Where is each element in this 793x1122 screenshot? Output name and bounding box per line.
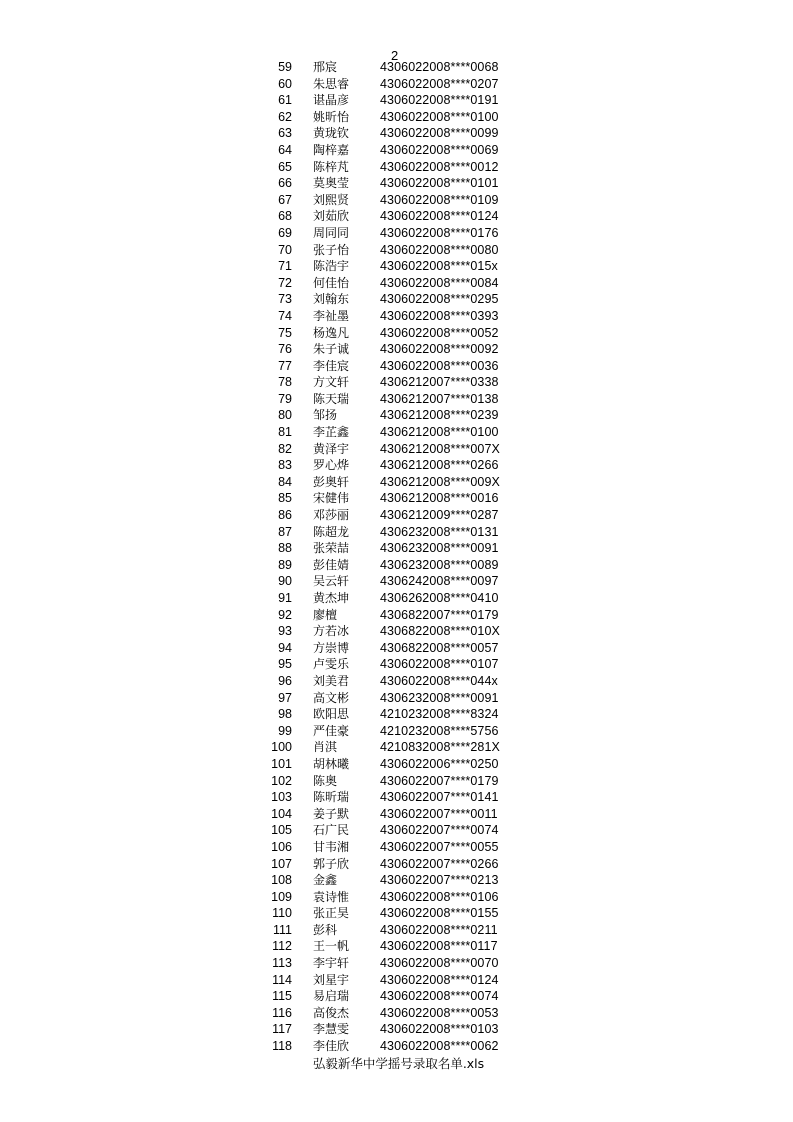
row-number: 65 — [278, 159, 292, 174]
row-number: 62 — [278, 109, 292, 124]
student-id: 4306242008****0097 — [380, 574, 499, 589]
student-name: 欧阳思 — [313, 707, 350, 722]
student-id: 4306232008****0091 — [380, 690, 499, 705]
student-name: 陶梓嘉 — [313, 142, 350, 157]
table-row — [0, 756, 793, 773]
table-row — [0, 490, 793, 507]
student-name: 彭科 — [313, 922, 338, 937]
student-name: 易启瑞 — [313, 989, 350, 1004]
student-name: 刘熙贤 — [313, 192, 350, 207]
student-name: 王一帆 — [313, 939, 350, 954]
table-row — [0, 723, 793, 740]
table-row — [0, 856, 793, 873]
row-number: 114 — [272, 972, 292, 987]
student-name: 邢宸 — [313, 60, 338, 74]
student-name: 邓莎丽 — [313, 508, 350, 523]
table-row — [0, 374, 793, 391]
table-row — [0, 125, 793, 142]
student-id: 4306022008****0106 — [380, 889, 499, 904]
student-id: 4306212007****0338 — [380, 375, 499, 390]
student-id: 4306022007****0179 — [380, 773, 499, 788]
table-row — [0, 557, 793, 574]
student-id: 4306022008****0099 — [380, 126, 499, 141]
student-name: 张荣喆 — [313, 541, 350, 556]
row-number: 73 — [278, 292, 292, 307]
student-name: 李佳宸 — [313, 358, 350, 373]
table-row — [0, 391, 793, 408]
row-number: 87 — [278, 524, 292, 539]
row-number: 98 — [278, 707, 292, 722]
student-id: 4306022008****0062 — [380, 1039, 499, 1054]
row-number: 61 — [278, 93, 292, 108]
row-number: 74 — [278, 308, 292, 323]
table-row — [0, 258, 793, 275]
student-id: 4306232008****0089 — [380, 557, 499, 572]
row-number: 69 — [278, 225, 292, 240]
table-row — [0, 1021, 793, 1038]
row-number: 95 — [278, 657, 292, 672]
table-row — [0, 839, 793, 856]
table-row — [0, 524, 793, 541]
student-name: 朱子诚 — [313, 342, 350, 357]
table-row — [0, 474, 793, 491]
table-row — [0, 242, 793, 259]
table-row — [0, 424, 793, 441]
table-row — [0, 872, 793, 889]
row-number: 79 — [278, 391, 292, 406]
student-id: 4306022008****0101 — [380, 176, 499, 191]
student-id: 4306822008****0057 — [380, 640, 499, 655]
student-name: 高文彬 — [313, 690, 350, 705]
row-number: 113 — [272, 956, 292, 971]
student-name: 石广民 — [313, 823, 350, 838]
student-name: 姜子默 — [313, 806, 350, 821]
student-name: 李芷鑫 — [313, 425, 350, 440]
row-number: 80 — [278, 408, 292, 423]
row-number: 82 — [278, 441, 292, 456]
table-row — [0, 955, 793, 972]
student-name: 李慧雯 — [313, 1022, 350, 1037]
table-row — [0, 308, 793, 325]
row-number: 118 — [272, 1039, 292, 1054]
student-name: 李佳欣 — [313, 1039, 350, 1054]
student-name: 陈天瑞 — [313, 391, 350, 406]
student-id: 4306022008****0036 — [380, 358, 499, 373]
student-name: 莫奥莹 — [313, 176, 350, 191]
student-id: 4306022008****0211 — [380, 922, 498, 937]
table-row — [0, 623, 793, 640]
student-name: 刘美君 — [313, 673, 350, 688]
student-id: 4306022008****0100 — [380, 109, 499, 124]
student-name: 周同同 — [313, 225, 350, 240]
row-number: 99 — [278, 723, 292, 738]
table-row — [0, 640, 793, 657]
student-name: 谌晶彦 — [313, 93, 350, 108]
row-number: 107 — [271, 856, 292, 871]
table-row — [0, 341, 793, 358]
table-row — [0, 889, 793, 906]
table-row — [0, 656, 793, 673]
student-name: 吴云轩 — [313, 574, 350, 589]
row-number: 100 — [271, 740, 292, 755]
student-name: 严佳豪 — [313, 723, 350, 738]
student-id: 4210232008****5756 — [380, 723, 499, 738]
row-number: 68 — [278, 209, 292, 224]
row-number: 94 — [278, 640, 292, 655]
table-row — [0, 441, 793, 458]
student-id: 4306262008****0410 — [380, 591, 499, 605]
row-number: 85 — [278, 491, 292, 506]
row-number: 67 — [278, 192, 292, 207]
student-id: 4306212008****007X — [380, 441, 500, 456]
student-id: 4306022008****0068 — [380, 60, 499, 74]
student-name: 邹扬 — [313, 408, 338, 423]
table-row — [0, 922, 793, 939]
table-row — [0, 938, 793, 955]
row-number: 71 — [278, 259, 292, 274]
student-name: 陈梓芃 — [313, 159, 350, 174]
row-number: 103 — [271, 790, 292, 805]
row-number: 88 — [278, 541, 292, 556]
student-name: 李宇轩 — [313, 956, 350, 971]
student-id: 4306022008****0155 — [380, 906, 499, 921]
student-id: 4306022007****0011 — [380, 806, 498, 821]
student-id: 4210832008****281X — [380, 740, 500, 755]
table-row — [0, 706, 793, 723]
student-id: 4306022008****0207 — [380, 76, 499, 91]
student-id: 4306022008****0109 — [380, 192, 499, 207]
student-name: 杨逸凡 — [313, 325, 350, 340]
row-number: 109 — [271, 889, 292, 904]
row-number: 72 — [278, 275, 292, 290]
row-number: 115 — [272, 989, 292, 1004]
student-id: 4306022008****0092 — [380, 342, 499, 357]
table-row — [0, 109, 793, 126]
table-row — [0, 325, 793, 342]
table-row — [0, 59, 793, 76]
row-number: 64 — [278, 142, 292, 157]
student-name: 姚昕怡 — [313, 109, 350, 124]
student-name: 肖淇 — [313, 740, 338, 755]
table-row — [0, 972, 793, 989]
student-name: 方文轩 — [313, 375, 350, 390]
row-number: 86 — [278, 508, 292, 523]
student-id: 4306232008****0131 — [380, 524, 499, 539]
student-id: 4306212008****0266 — [380, 458, 499, 473]
row-number: 70 — [278, 242, 292, 257]
student-name: 宋健伟 — [313, 491, 350, 506]
student-name: 廖檀 — [313, 607, 338, 622]
student-name: 方若冰 — [313, 624, 350, 639]
student-id: 4306022008****0191 — [380, 93, 499, 108]
row-number: 96 — [278, 673, 292, 688]
student-name: 甘韦湘 — [313, 839, 350, 854]
student-id: 4306022007****0074 — [380, 823, 499, 838]
student-id: 4306022008****0124 — [380, 972, 499, 987]
student-id: 4306212008****0100 — [380, 425, 499, 440]
table-row — [0, 773, 793, 790]
table-row — [0, 573, 793, 590]
student-name: 张正昊 — [313, 906, 350, 921]
row-number: 110 — [272, 906, 292, 921]
table-row — [0, 905, 793, 922]
row-number: 101 — [271, 756, 292, 771]
row-number: 63 — [278, 126, 292, 141]
student-id: 4306022007****0266 — [380, 856, 499, 871]
student-id: 4306022007****0213 — [380, 873, 499, 888]
student-id: 4306022008****0295 — [380, 292, 499, 307]
table-row — [0, 540, 793, 557]
table-row — [0, 275, 793, 292]
row-number: 76 — [278, 342, 292, 357]
row-number: 59 — [278, 60, 292, 74]
row-number: 89 — [278, 557, 292, 572]
student-id: 4306212009****0287 — [380, 508, 499, 523]
row-number: 90 — [278, 574, 292, 589]
table-row — [0, 208, 793, 225]
table-row — [0, 988, 793, 1005]
student-name: 彭佳婧 — [313, 557, 350, 572]
student-id: 4306022008****044x — [380, 673, 498, 688]
student-name: 卢雯乐 — [313, 657, 350, 672]
student-id: 4306022008****0103 — [380, 1022, 499, 1037]
document-footer: 弘毅新华中学摇号录取名单.xls — [312, 1056, 485, 1071]
student-name: 黄泽宇 — [313, 441, 350, 456]
row-number: 84 — [278, 474, 292, 489]
table-row — [0, 690, 793, 707]
student-name: 陈超龙 — [313, 524, 350, 539]
student-id: 4306212008****0016 — [380, 491, 499, 506]
student-id: 4306022008****0176 — [380, 225, 499, 240]
table-row — [0, 142, 793, 159]
row-number: 105 — [271, 823, 292, 838]
student-id: 4306022008****0069 — [380, 142, 499, 157]
student-id: 4306022008****0117 — [380, 939, 498, 954]
row-number: 77 — [278, 358, 292, 373]
table-row — [0, 739, 793, 756]
table-row — [0, 159, 793, 176]
student-id: 4306212008****009X — [380, 474, 500, 489]
row-number: 75 — [278, 325, 292, 340]
row-number: 93 — [278, 624, 292, 639]
student-id: 4306212007****0138 — [380, 391, 499, 406]
row-number: 97 — [278, 690, 292, 705]
student-id: 4306022008****0053 — [380, 1005, 499, 1020]
student-name: 陈浩宇 — [313, 259, 350, 274]
student-id: 4210232008****8324 — [380, 707, 499, 722]
student-id: 4306022008****0070 — [380, 956, 499, 971]
student-name: 刘茹欣 — [313, 209, 350, 224]
table-row — [0, 822, 793, 839]
table-row — [0, 192, 793, 209]
table-row — [0, 92, 793, 109]
row-number: 112 — [272, 939, 292, 954]
table-row — [0, 806, 793, 823]
student-id: 4306022006****0250 — [380, 756, 499, 771]
student-id: 4306022008****0012 — [380, 159, 499, 174]
table-row — [0, 590, 793, 607]
student-id: 4306022008****0124 — [380, 209, 499, 224]
row-number: 117 — [272, 1022, 292, 1037]
student-id: 4306022008****0084 — [380, 275, 499, 290]
row-number: 104 — [271, 806, 292, 821]
student-name: 陈奥 — [313, 773, 338, 788]
table-row — [0, 789, 793, 806]
student-id: 4306022007****0141 — [380, 790, 499, 805]
table-row — [0, 407, 793, 424]
student-id: 4306022008****0074 — [380, 989, 499, 1004]
student-name: 李祉墨 — [313, 308, 350, 323]
student-name: 高俊杰 — [313, 1005, 350, 1020]
student-name: 黄杰坤 — [313, 591, 350, 605]
table-row — [0, 358, 793, 375]
table-row — [0, 1005, 793, 1022]
page-number: 2 — [391, 48, 399, 63]
student-id: 4306822007****0179 — [380, 607, 499, 622]
table-row — [0, 291, 793, 308]
student-name: 黄珑钦 — [313, 126, 350, 141]
student-name: 罗心烨 — [313, 458, 350, 473]
table-row — [0, 1038, 793, 1055]
student-id: 4306022007****0055 — [380, 839, 499, 854]
table-row — [0, 225, 793, 242]
student-name: 刘星宇 — [313, 972, 350, 987]
row-number: 91 — [278, 591, 292, 605]
student-name: 彭奥轩 — [313, 474, 350, 489]
student-id: 4306022008****0052 — [380, 325, 499, 340]
student-id: 4306232008****0091 — [380, 541, 499, 556]
admission-roster — [0, 59, 793, 1055]
row-number: 116 — [272, 1005, 292, 1020]
student-name: 刘翰东 — [313, 292, 350, 307]
student-name: 胡林曦 — [313, 756, 350, 771]
table-row — [0, 457, 793, 474]
row-number: 106 — [271, 839, 292, 854]
student-name: 陈昕瑞 — [313, 790, 350, 805]
student-name: 方崇博 — [313, 640, 350, 655]
student-name: 张子怡 — [313, 242, 350, 257]
student-id: 4306022008****0107 — [380, 657, 499, 672]
student-name: 金鑫 — [313, 873, 338, 888]
row-number: 78 — [278, 375, 292, 390]
table-row — [0, 76, 793, 93]
row-number: 92 — [278, 607, 292, 622]
student-id: 4306022008****015x — [380, 259, 498, 274]
row-number: 66 — [278, 176, 292, 191]
student-id: 4306022008****0393 — [380, 308, 499, 323]
student-name: 朱思睿 — [313, 76, 350, 91]
table-row — [0, 175, 793, 192]
table-row — [0, 507, 793, 524]
row-number: 111 — [272, 922, 292, 937]
table-row — [0, 673, 793, 690]
row-number: 81 — [278, 425, 292, 440]
row-number: 102 — [271, 773, 292, 788]
student-id: 4306022008****0080 — [380, 242, 499, 257]
student-id: 4306822008****010X — [380, 624, 500, 639]
student-id: 4306212008****0239 — [380, 408, 499, 423]
student-name: 何佳怡 — [313, 275, 350, 290]
student-name: 郭子欣 — [313, 856, 350, 871]
row-number: 108 — [271, 873, 292, 888]
student-name: 袁诗惟 — [313, 889, 350, 904]
row-number: 83 — [278, 458, 292, 473]
table-row — [0, 607, 793, 624]
row-number: 60 — [278, 76, 292, 91]
